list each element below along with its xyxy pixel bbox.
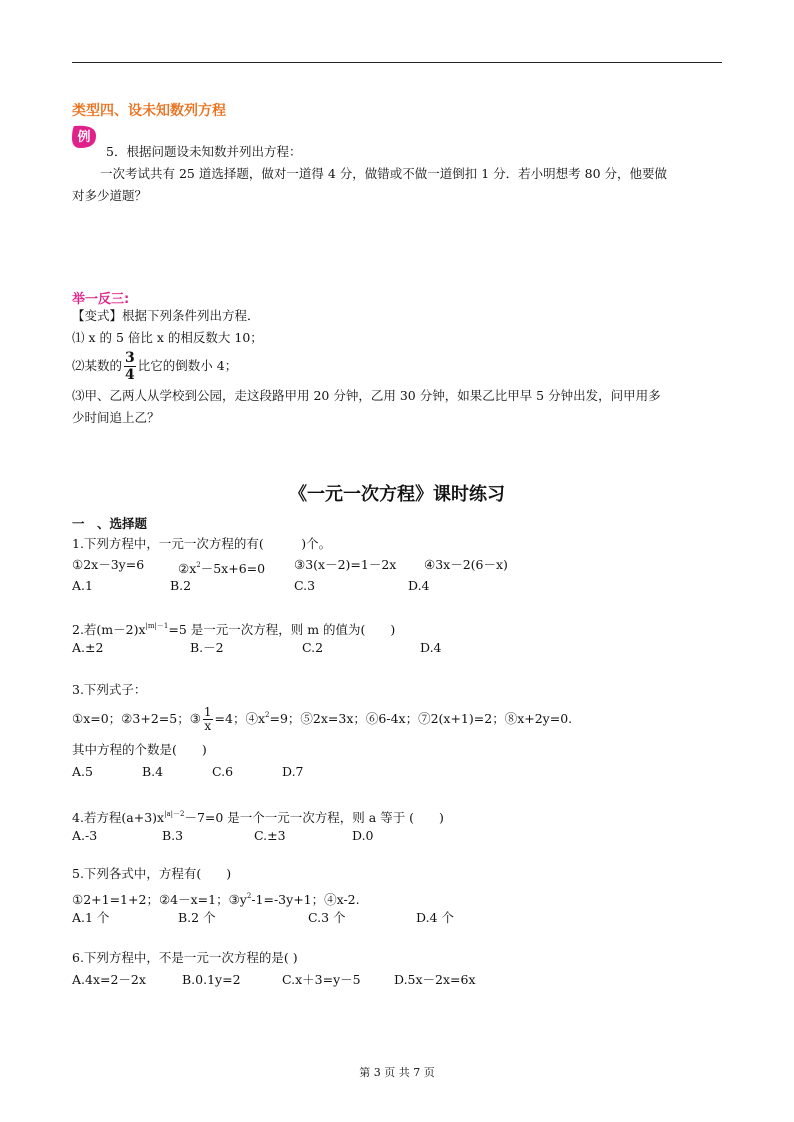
q3-exprs bbox=[72, 706, 572, 733]
q3-exprs-b: =4；④x bbox=[214, 711, 266, 726]
q4-choice-b: B.3 bbox=[162, 828, 184, 843]
q2-choice-a: A.±2 bbox=[72, 640, 104, 655]
q2-stem-b: =5 是一元一次方程，则 m 的值为( ) bbox=[168, 622, 396, 637]
q1-opt2 bbox=[178, 557, 265, 577]
practice-item2-pre: ⑵某数的 bbox=[72, 358, 123, 373]
q1-opt2-a: ②x bbox=[178, 561, 197, 576]
q1-opt1: ①2x－3y=6 bbox=[72, 557, 145, 572]
q6-stem: 6.下列方程中，不是一元一次方程的是( ) bbox=[72, 950, 298, 965]
q3-stem: 3.下列式子： bbox=[72, 682, 147, 697]
q4-choice-d: D.0 bbox=[352, 828, 374, 843]
q1-choice-a: A.1 bbox=[72, 578, 93, 593]
q5-exprs-a: ①2+1=1+2；②4－x=1；③y bbox=[72, 892, 247, 907]
q3-choice-a: A.5 bbox=[72, 764, 93, 779]
q2-stem-a: 2.若(m－2)x bbox=[72, 622, 146, 637]
q3-exprs-a: ①x=0；②3+2=5；③ bbox=[72, 711, 201, 726]
q1-opt2-b: －5x+6=0 bbox=[200, 561, 266, 576]
q5-choice-b: B.2 个 bbox=[178, 910, 216, 925]
q1-stem: 1.下列方程中，一元一次方程的有( )个。 bbox=[72, 536, 332, 551]
q5-exprs-sup: 2 bbox=[246, 892, 252, 900]
header-rule bbox=[72, 62, 722, 63]
q3-choice-c: C.6 bbox=[212, 764, 234, 779]
example-badge-text: 例 bbox=[77, 130, 91, 145]
q5-exprs bbox=[72, 888, 360, 908]
fraction-three-quarters bbox=[124, 350, 136, 383]
q3-exprs-c: =9；⑤2x=3x；⑥6-4x；⑦2(x+1)=2；⑧x+2y=0. bbox=[269, 711, 573, 726]
q6-choice-d: D.5x－2x=6x bbox=[394, 972, 476, 987]
q6-choice-a: A.4x=2－2x bbox=[72, 972, 146, 987]
q5-choice-a: A.1 个 bbox=[72, 910, 110, 925]
q1-choice-b: B.2 bbox=[170, 578, 192, 593]
q5-choice-d: D.4 个 bbox=[416, 910, 454, 925]
q2-stem-sup: |m|－1 bbox=[145, 622, 169, 630]
q6-choice-b: B.0.1y=2 bbox=[182, 972, 241, 987]
q5-exprs-b: -1=-3y+1；④x-2. bbox=[251, 892, 360, 907]
exercise-title: 《一元一次方程》课时练习 bbox=[289, 484, 505, 505]
practice-item1: ⑴ x 的 5 倍比 x 的相反数大 10； bbox=[72, 330, 263, 345]
q2-choice-c: C.2 bbox=[302, 640, 324, 655]
q1-opt3: ③3(x－2)=1－2x bbox=[294, 557, 397, 572]
q4-stem-b: －7=0 是一个一元一次方程，则 a 等于 ( ) bbox=[184, 810, 444, 825]
section-heading: 一 、选择题 bbox=[72, 516, 148, 531]
fraction-one-over-x bbox=[203, 706, 213, 733]
q2-stem bbox=[72, 618, 395, 638]
q3-choice-b: B.4 bbox=[142, 764, 164, 779]
q3-exprs-sup: 2 bbox=[265, 711, 270, 719]
q3-frac-num: 1 bbox=[203, 705, 212, 719]
q4-choice-a: A.-3 bbox=[72, 828, 98, 843]
q3-frac-den: x bbox=[204, 719, 212, 733]
q2-choice-d: D.4 bbox=[420, 640, 442, 655]
practice-heading: 举一反三: bbox=[72, 292, 130, 307]
q1-opt4: ④3x－2(6－x) bbox=[424, 557, 508, 572]
q3-ask: 其中方程的个数是( ) bbox=[72, 742, 207, 757]
section-type-heading: 类型四、设未知数列方程 bbox=[72, 103, 226, 119]
practice-item3-line2: 少时间追上乙？ bbox=[72, 410, 160, 425]
practice-item3-line1: ⑶甲、乙两人从学校到公园，走这段路甲用 20 分钟，乙用 30 分钟，如果乙比甲早 5 分钟出发，问甲用多 bbox=[72, 388, 661, 403]
q4-stem-a: 4.若方程(a+3)x bbox=[72, 810, 165, 825]
fraction-denominator: 4 bbox=[125, 367, 135, 383]
q4-choice-c: C.±3 bbox=[254, 828, 286, 843]
practice-item2-post: 比它的倒数小 4； bbox=[137, 358, 238, 373]
q4-stem-sup: |a|－2 bbox=[164, 810, 185, 818]
page-footer: 第 3 页 共 7 页 bbox=[359, 1066, 435, 1079]
q1-choice-d: D.4 bbox=[408, 578, 430, 593]
example-badge-icon bbox=[70, 124, 98, 150]
q5-stem: 5.下列各式中，方程有( ) bbox=[72, 866, 232, 881]
q5-choice-c: C.3 个 bbox=[308, 910, 346, 925]
q1-opt2-sup: 2 bbox=[196, 561, 201, 569]
q6-choice-c: C.x＋3=y－5 bbox=[282, 972, 361, 987]
q4-stem bbox=[72, 806, 444, 826]
example-line2: 一次考试共有 25 道选择题，做对一道得 4 分，做错或不做一道倒扣 1 分．若小明想考 80 分，他要做 bbox=[100, 166, 668, 181]
q2-choice-b: B.－2 bbox=[190, 640, 224, 655]
practice-item2 bbox=[72, 350, 237, 383]
fraction-numerator: 3 bbox=[125, 350, 135, 366]
practice-variant: 【变式】根据下列条件列出方程． bbox=[72, 308, 260, 323]
example-line1: 5．根据问题设未知数并列出方程： bbox=[106, 144, 302, 159]
example-line3: 对多少道题？ bbox=[72, 188, 148, 203]
q1-choice-c: C.3 bbox=[294, 578, 316, 593]
q3-choice-d: D.7 bbox=[282, 764, 304, 779]
